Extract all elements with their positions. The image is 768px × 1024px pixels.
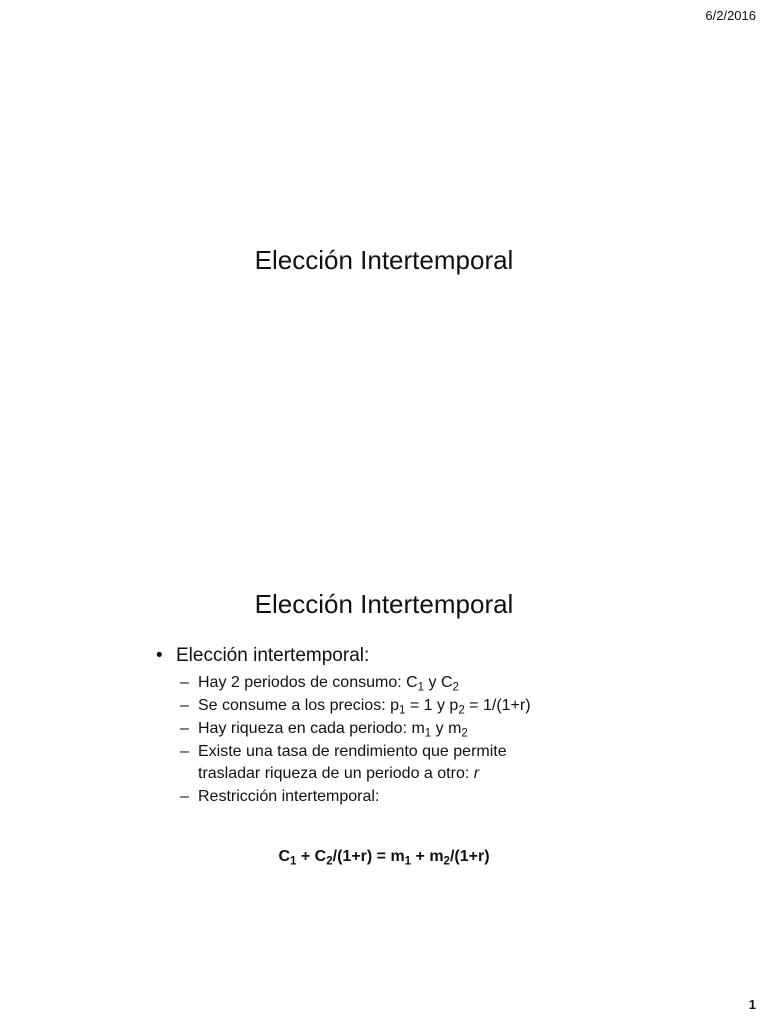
dash-marker: – [180,743,189,760]
slide-1 [0,240,768,280]
sub-item-text: y m [431,720,462,737]
sub-item-prices [152,695,602,717]
equation-part: /(1+r) = m [332,848,405,865]
sub-item-wealth [152,718,602,740]
equation-part: + C [296,848,327,865]
budget-equation [0,846,768,868]
dash-marker: – [180,788,189,805]
subscript: 2 [458,704,465,717]
page-number: 1 [748,997,756,1012]
subscript: 2 [461,727,468,740]
sub-item-text: Restricción intertemporal: [198,788,380,805]
sub-item-text: Se consume a los precios: p [198,697,399,714]
subscript: 1 [399,704,406,717]
slide-2-title: Elección Intertemporal [254,589,514,619]
slide-1-title: Elección Intertemporal [254,245,514,275]
sub-item-text: = 1 y p [405,697,459,714]
sub-item-text: trasladar riqueza de un periodo a otro: [198,765,474,782]
dash-marker: – [180,697,189,714]
subscript: 1 [417,681,425,694]
subscript: 2 [443,855,450,868]
sub-item-restriction [152,786,602,808]
bullet-item [152,642,602,670]
rate-variable: r [473,765,480,782]
sub-item-text: y C [424,674,453,691]
bullet-list [152,642,602,809]
sub-item-text: Hay 2 periodos de consumo: C [198,674,418,691]
dash-marker: – [180,674,189,691]
subscript: 1 [424,727,432,740]
sub-list [152,672,602,808]
dash-marker: – [180,720,189,737]
subscript: 2 [452,681,459,694]
subscript: 1 [290,855,297,868]
bullet-text: Elección intertemporal: [176,645,370,666]
equation-part: + m [411,848,444,865]
sub-item-periods [152,672,602,694]
sub-item-text: Hay riqueza en cada periodo: m [198,720,425,737]
page-date: 6/2/2016 [705,8,756,23]
subscript: 2 [326,855,333,868]
sub-item-text: Existe una tasa de rendimiento que permite [198,743,507,760]
equation-part: /(1+r) [449,848,490,865]
sub-item-rate [152,741,602,785]
sub-item-text: = 1/(1+r) [464,697,531,714]
subscript: 1 [404,855,412,868]
equation-part: C [278,848,291,865]
slide-2 [0,584,768,868]
